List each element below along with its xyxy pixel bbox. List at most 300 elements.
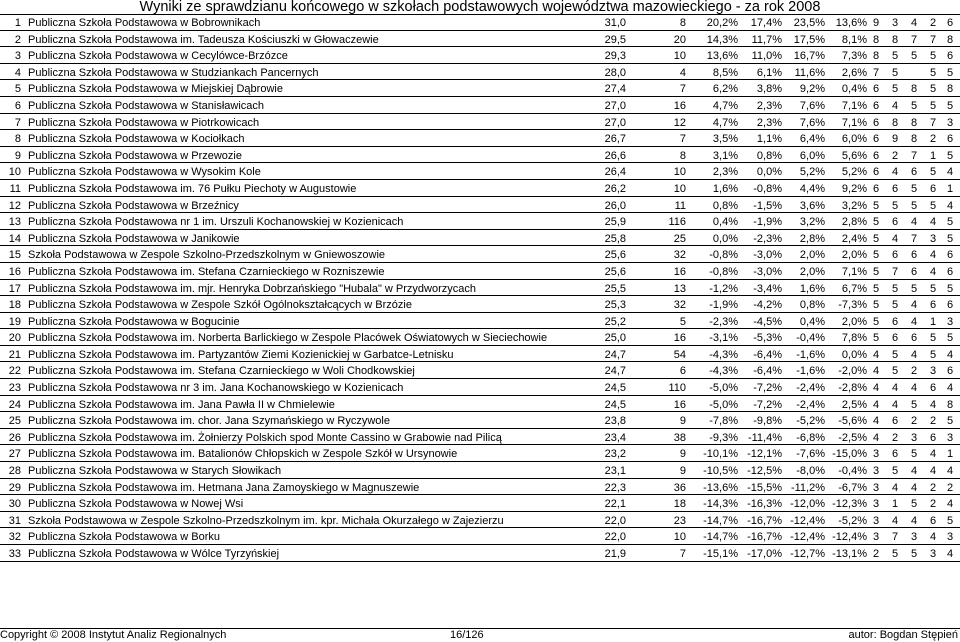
school-name: Szkoła Podstawowa w Zespole Szkolno-Przedszkolnym im. kpr. Michała Okurzałego w Zajezierzu bbox=[28, 514, 504, 527]
stanine-cell: 6 bbox=[891, 448, 899, 461]
percent-cell: -14,3% bbox=[703, 498, 738, 511]
stanine-cell: 3 bbox=[872, 465, 880, 478]
row-number: 22 bbox=[8, 365, 21, 378]
footer-copyright: Copyright © 2008 Instytut Analiz Regionalnych bbox=[0, 629, 227, 641]
school-name: Publiczna Szkoła Podstawowa w Starych Słowikach bbox=[28, 465, 282, 478]
table-row bbox=[0, 429, 960, 446]
percent-cell: 7,1% bbox=[841, 99, 867, 112]
stanine-cell: 4 bbox=[910, 465, 918, 478]
stanine-cell: 5 bbox=[946, 216, 954, 229]
stanine-cell: 6 bbox=[929, 514, 937, 527]
table-row bbox=[0, 197, 960, 214]
percent-cell: 11,0% bbox=[751, 50, 782, 63]
stanine-cell: 8 bbox=[872, 50, 880, 63]
school-name: Publiczna Szkoła Podstawowa im. Stefana Czarnieckiego w Rozniszewie bbox=[28, 265, 385, 278]
stanine-cell: 8 bbox=[891, 116, 899, 129]
score-cell: 25,9 bbox=[604, 216, 626, 229]
stanine-cell: 3 bbox=[872, 514, 880, 527]
percent-cell: 1,6% bbox=[712, 182, 738, 195]
percent-cell: -2,3% bbox=[753, 232, 782, 245]
stanine-cell: 5 bbox=[891, 465, 899, 478]
school-name: Publiczna Szkoła Podstawowa w Kociołkach bbox=[28, 133, 245, 146]
student-count-cell: 8 bbox=[679, 17, 686, 29]
stanine-cell: 5 bbox=[929, 332, 937, 345]
percent-cell: 6,0% bbox=[799, 149, 825, 162]
stanine-cell: 4 bbox=[946, 348, 954, 361]
row-number: 18 bbox=[8, 299, 21, 312]
percent-cell: -2,5% bbox=[838, 431, 867, 444]
school-name: Publiczna Szkoła Podstawowa im. Batalionów Chłopskich w Zespole Szkół w Ursynowie bbox=[28, 448, 458, 461]
percent-cell: -12,7% bbox=[790, 548, 825, 560]
percent-cell: -6,4% bbox=[753, 348, 782, 361]
table-row bbox=[0, 528, 960, 545]
percent-cell: -4,5% bbox=[753, 315, 782, 328]
percent-cell: 1,1% bbox=[756, 133, 782, 146]
percent-cell: 3,5% bbox=[712, 133, 738, 146]
percent-cell: -13,1% bbox=[832, 548, 867, 560]
row-number: 29 bbox=[8, 481, 21, 494]
percent-cell: 2,6% bbox=[841, 66, 867, 79]
stanine-cell: 3 bbox=[872, 498, 880, 511]
stanine-cell: 4 bbox=[891, 514, 899, 527]
percent-cell: -1,2% bbox=[709, 282, 738, 295]
score-cell: 26,7 bbox=[604, 133, 626, 146]
stanine-cell: 5 bbox=[872, 199, 880, 212]
percent-cell: 6,7% bbox=[841, 282, 867, 295]
table-row bbox=[0, 246, 960, 263]
percent-cell: -1,6% bbox=[796, 348, 825, 361]
stanine-cell: 5 bbox=[946, 149, 954, 162]
row-number: 2 bbox=[14, 33, 21, 46]
school-name: Publiczna Szkoła Podstawowa nr 1 im. Urszuli Kochanowskiej w Kozienicach bbox=[28, 216, 404, 229]
percent-cell: 5,6% bbox=[841, 149, 867, 162]
percent-cell: -4,2% bbox=[753, 299, 782, 312]
percent-cell: -2,4% bbox=[796, 398, 825, 411]
school-name: Publiczna Szkoła Podstawowa w Zespole Szkół Ogólnokształcących w Brzózie bbox=[28, 299, 412, 312]
percent-cell: 2,5% bbox=[841, 398, 867, 411]
stanine-cell: 4 bbox=[872, 398, 880, 411]
score-cell: 27,0 bbox=[604, 116, 626, 129]
student-count-cell: 116 bbox=[668, 216, 686, 229]
stanine-cell: 5 bbox=[872, 299, 880, 312]
school-name: Publiczna Szkoła Podstawowa w Brzeźnicy bbox=[28, 199, 239, 212]
percent-cell: 6,4% bbox=[799, 133, 825, 146]
stanine-cell: 3 bbox=[910, 431, 918, 444]
stanine-cell: 4 bbox=[872, 365, 880, 378]
stanine-cell: 2 bbox=[946, 481, 954, 494]
percent-cell: -7,2% bbox=[753, 382, 782, 395]
stanine-cell: 6 bbox=[891, 415, 899, 428]
stanine-cell: 5 bbox=[910, 182, 918, 195]
percent-cell: -1,6% bbox=[796, 365, 825, 378]
percent-cell: 3,8% bbox=[756, 83, 782, 96]
percent-cell: -3,0% bbox=[753, 249, 782, 262]
school-name: Publiczna Szkoła Podstawowa w Janikowie bbox=[28, 232, 240, 245]
percent-cell: -7,8% bbox=[709, 415, 738, 428]
percent-cell: 0,4% bbox=[799, 315, 825, 328]
percent-cell: -3,0% bbox=[753, 265, 782, 278]
stanine-cell: 8 bbox=[891, 33, 899, 46]
student-count-cell: 16 bbox=[673, 99, 686, 112]
percent-cell: 17,5% bbox=[793, 33, 825, 46]
stanine-cell: 5 bbox=[910, 50, 918, 63]
stanine-cell: 5 bbox=[910, 199, 918, 212]
score-cell: 27,0 bbox=[604, 99, 626, 112]
percent-cell: 7,3% bbox=[841, 50, 867, 63]
stanine-cell: 3 bbox=[946, 315, 954, 328]
percent-cell: 5,2% bbox=[799, 166, 825, 179]
percent-cell: 3,6% bbox=[799, 199, 825, 212]
percent-cell: -2,8% bbox=[838, 382, 867, 395]
stanine-cell: 3 bbox=[872, 481, 880, 494]
stanine-cell: 5 bbox=[946, 514, 954, 527]
stanine-cell: 4 bbox=[946, 548, 954, 560]
stanine-cell: 4 bbox=[910, 299, 918, 312]
stanine-cell: 2 bbox=[929, 415, 937, 428]
score-cell: 25,6 bbox=[604, 265, 626, 278]
percent-cell: -12,4% bbox=[790, 514, 825, 527]
stanine-cell: 6 bbox=[929, 299, 937, 312]
percent-cell: -6,7% bbox=[838, 481, 867, 494]
percent-cell: 0,8% bbox=[799, 299, 825, 312]
percent-cell: 16,7% bbox=[793, 50, 825, 63]
score-cell: 26,2 bbox=[604, 182, 626, 195]
school-name: Publiczna Szkoła Podstawowa w Nowej Wsi bbox=[28, 498, 244, 511]
school-name: Publiczna Szkoła Podstawowa w Wólce Tyrzyńskiej bbox=[28, 548, 280, 560]
student-count-cell: 16 bbox=[673, 398, 686, 411]
table-row bbox=[0, 329, 960, 346]
stanine-cell: 2 bbox=[891, 431, 899, 444]
student-count-cell: 23 bbox=[673, 514, 686, 527]
percent-cell: 17,4% bbox=[750, 17, 782, 29]
stanine-cell: 4 bbox=[946, 382, 954, 395]
stanine-cell: 6 bbox=[929, 182, 937, 195]
row-number: 31 bbox=[8, 514, 21, 527]
score-cell: 22,0 bbox=[604, 531, 626, 544]
table-row bbox=[0, 97, 960, 114]
stanine-cell: 6 bbox=[946, 299, 954, 312]
student-count-cell: 32 bbox=[673, 249, 686, 262]
percent-cell: -4,3% bbox=[709, 348, 738, 361]
stanine-cell: 4 bbox=[872, 348, 880, 361]
stanine-cell: 5 bbox=[910, 282, 918, 295]
table-row bbox=[0, 512, 960, 529]
stanine-cell: 6 bbox=[872, 99, 880, 112]
table-row bbox=[0, 445, 960, 462]
stanine-cell: 5 bbox=[946, 282, 954, 295]
school-name: Publiczna Szkoła Podstawowa w Cecylówce-Brzózce bbox=[28, 50, 288, 63]
percent-cell: -7,2% bbox=[753, 398, 782, 411]
score-cell: 23,8 bbox=[604, 415, 626, 428]
score-cell: 26,6 bbox=[604, 149, 626, 162]
stanine-cell: 7 bbox=[872, 66, 880, 79]
stanine-cell: 5 bbox=[891, 66, 899, 79]
student-count-cell: 12 bbox=[673, 116, 686, 129]
stanine-cell: 5 bbox=[929, 83, 937, 96]
percent-cell: -12,1% bbox=[747, 448, 782, 461]
stanine-cell: 3 bbox=[872, 531, 880, 544]
stanine-cell: 5 bbox=[910, 99, 918, 112]
stanine-cell: 6 bbox=[946, 249, 954, 262]
stanine-cell: 6 bbox=[891, 332, 899, 345]
stanine-cell: 5 bbox=[929, 50, 937, 63]
percent-cell: 9,2% bbox=[799, 83, 825, 96]
row-number: 30 bbox=[8, 498, 21, 511]
student-count-cell: 18 bbox=[673, 498, 686, 511]
stanine-cell: 8 bbox=[946, 33, 954, 46]
score-cell: 23,4 bbox=[604, 431, 626, 444]
stanine-cell: 9 bbox=[891, 133, 899, 146]
stanine-cell: 4 bbox=[910, 382, 918, 395]
score-cell: 25,2 bbox=[604, 315, 626, 328]
score-cell: 25,6 bbox=[604, 249, 626, 262]
stanine-cell: 2 bbox=[872, 548, 880, 560]
stanine-cell: 2 bbox=[891, 149, 899, 162]
row-number: 9 bbox=[14, 149, 21, 162]
school-name: Publiczna Szkoła Podstawowa im. Jana Pawła II w Chmielewie bbox=[28, 398, 335, 411]
table-row bbox=[0, 263, 960, 280]
percent-cell: -8,0% bbox=[796, 465, 825, 478]
percent-cell: -13,6% bbox=[703, 481, 738, 494]
row-number: 1 bbox=[14, 17, 21, 29]
table-row bbox=[0, 280, 960, 297]
stanine-cell: 4 bbox=[929, 465, 937, 478]
school-name: Publiczna Szkoła Podstawowa w Wysokim Kole bbox=[28, 166, 261, 179]
stanine-cell: 5 bbox=[891, 50, 899, 63]
school-name: Publiczna Szkoła Podstawowa w Przewozie bbox=[28, 149, 242, 162]
percent-cell: -16,7% bbox=[747, 531, 782, 544]
stanine-cell: 6 bbox=[910, 166, 918, 179]
school-name: Szkoła Podstawowa w Zespole Szkolno-Przedszkolnym w Gniewoszowie bbox=[28, 249, 386, 262]
stanine-cell: 4 bbox=[929, 531, 937, 544]
stanine-cell: 5 bbox=[872, 216, 880, 229]
student-count-cell: 7 bbox=[679, 83, 686, 96]
stanine-cell: 4 bbox=[891, 166, 899, 179]
stanine-cell: 5 bbox=[929, 348, 937, 361]
student-count-cell: 16 bbox=[673, 265, 686, 278]
stanine-cell: 5 bbox=[946, 66, 954, 79]
stanine-cell: 5 bbox=[929, 166, 937, 179]
row-number: 15 bbox=[8, 249, 21, 262]
school-name: Publiczna Szkoła Podstawowa im. mjr. Henryka Dobrzańskiego "Hubala" w Przydworzycach bbox=[28, 282, 476, 295]
school-name: Publiczna Szkoła Podstawowa im. Partyzantów Ziemi Kozienickiej w Garbatce-Letnisku bbox=[28, 348, 454, 361]
row-number: 33 bbox=[8, 548, 21, 560]
score-cell: 22,0 bbox=[604, 514, 626, 527]
score-cell: 23,1 bbox=[604, 465, 626, 478]
stanine-cell: 7 bbox=[910, 33, 918, 46]
stanine-cell: 5 bbox=[872, 249, 880, 262]
percent-cell: 7,6% bbox=[799, 116, 825, 129]
stanine-cell: 8 bbox=[910, 83, 918, 96]
percent-cell: -1,9% bbox=[753, 216, 782, 229]
stanine-cell: 7 bbox=[929, 116, 937, 129]
stanine-cell: 6 bbox=[910, 249, 918, 262]
school-name: Publiczna Szkoła Podstawowa w Stanisławicach bbox=[28, 99, 265, 112]
student-count-cell: 7 bbox=[679, 133, 686, 146]
student-count-cell: 13 bbox=[673, 282, 686, 295]
percent-cell: 20,2% bbox=[706, 17, 738, 29]
stanine-cell: 5 bbox=[872, 282, 880, 295]
row-number: 19 bbox=[8, 315, 21, 328]
stanine-cell: 4 bbox=[910, 17, 918, 29]
percent-cell: 7,1% bbox=[841, 265, 867, 278]
stanine-cell: 4 bbox=[929, 448, 937, 461]
student-count-cell: 6 bbox=[679, 365, 686, 378]
stanine-cell: 4 bbox=[910, 315, 918, 328]
score-cell: 26,4 bbox=[604, 166, 626, 179]
score-cell: 31,0 bbox=[604, 17, 626, 29]
footer-page-number: 16/126 bbox=[450, 629, 484, 641]
score-cell: 22,3 bbox=[604, 481, 626, 494]
table-row bbox=[0, 80, 960, 97]
row-number: 21 bbox=[8, 348, 21, 361]
percent-cell: 13,6% bbox=[706, 50, 738, 63]
stanine-cell: 4 bbox=[891, 382, 899, 395]
score-cell: 22,1 bbox=[604, 498, 626, 511]
stanine-cell: 4 bbox=[872, 382, 880, 395]
stanine-cell: 5 bbox=[872, 332, 880, 345]
percent-cell: -4,3% bbox=[709, 365, 738, 378]
stanine-cell: 4 bbox=[946, 199, 954, 212]
stanine-cell: 1 bbox=[946, 448, 954, 461]
percent-cell: -1,5% bbox=[753, 199, 782, 212]
stanine-cell: 4 bbox=[946, 465, 954, 478]
stanine-cell: 6 bbox=[891, 216, 899, 229]
stanine-cell: 4 bbox=[891, 99, 899, 112]
stanine-cell: 7 bbox=[910, 149, 918, 162]
score-cell: 24,7 bbox=[604, 348, 626, 361]
percent-cell: -0,8% bbox=[709, 265, 738, 278]
percent-cell: -14,7% bbox=[703, 531, 738, 544]
percent-cell: -5,2% bbox=[796, 415, 825, 428]
score-cell: 23,2 bbox=[604, 448, 626, 461]
stanine-cell: 7 bbox=[891, 265, 899, 278]
stanine-cell: 4 bbox=[910, 514, 918, 527]
percent-cell: -12,0% bbox=[790, 498, 825, 511]
percent-cell: -0,4% bbox=[796, 332, 825, 345]
row-number: 16 bbox=[8, 265, 21, 278]
row-number: 8 bbox=[14, 133, 21, 146]
table-row bbox=[0, 495, 960, 512]
score-cell: 28,0 bbox=[604, 66, 626, 79]
student-count-cell: 8 bbox=[679, 149, 686, 162]
percent-cell: -5,6% bbox=[838, 415, 867, 428]
percent-cell: 7,8% bbox=[841, 332, 867, 345]
percent-cell: 2,3% bbox=[756, 99, 782, 112]
table-row bbox=[0, 296, 960, 313]
score-cell: 25,0 bbox=[604, 332, 626, 345]
stanine-cell: 3 bbox=[891, 17, 899, 29]
school-name: Publiczna Szkoła Podstawowa w Studziankach Pancernych bbox=[28, 66, 319, 79]
percent-cell: 4,7% bbox=[712, 99, 738, 112]
percent-cell: 4,7% bbox=[712, 116, 738, 129]
percent-cell: 0,8% bbox=[756, 149, 782, 162]
row-number: 12 bbox=[8, 199, 21, 212]
stanine-cell: 1 bbox=[946, 182, 954, 195]
percent-cell: 2,3% bbox=[712, 166, 738, 179]
stanine-cell: 6 bbox=[872, 149, 880, 162]
student-count-cell: 9 bbox=[679, 465, 686, 478]
percent-cell: 0,0% bbox=[841, 348, 867, 361]
percent-cell: 13,6% bbox=[835, 17, 867, 29]
percent-cell: -16,3% bbox=[747, 498, 782, 511]
percent-cell: 2,0% bbox=[799, 249, 825, 262]
row-number: 23 bbox=[8, 382, 21, 395]
stanine-cell: 6 bbox=[929, 382, 937, 395]
student-count-cell: 7 bbox=[679, 548, 686, 560]
percent-cell: 2,8% bbox=[841, 216, 867, 229]
stanine-cell: 2 bbox=[929, 133, 937, 146]
table-row bbox=[0, 14, 960, 31]
percent-cell: 8,5% bbox=[712, 66, 738, 79]
score-cell: 25,3 bbox=[604, 299, 626, 312]
stanine-cell: 2 bbox=[929, 481, 937, 494]
stanine-cell: 4 bbox=[929, 216, 937, 229]
percent-cell: 5,2% bbox=[841, 166, 867, 179]
table-row bbox=[0, 362, 960, 379]
percent-cell: -15,1% bbox=[703, 548, 738, 560]
row-number: 17 bbox=[8, 282, 21, 295]
percent-cell: 14,3% bbox=[706, 33, 738, 46]
stanine-cell: 6 bbox=[946, 50, 954, 63]
stanine-cell: 1 bbox=[929, 149, 937, 162]
stanine-cell: 2 bbox=[910, 415, 918, 428]
stanine-cell: 3 bbox=[929, 232, 937, 245]
percent-cell: -12,3% bbox=[832, 498, 867, 511]
percent-cell: 0,0% bbox=[712, 232, 738, 245]
stanine-cell: 8 bbox=[946, 83, 954, 96]
stanine-cell: 5 bbox=[891, 365, 899, 378]
percent-cell: 3,2% bbox=[799, 216, 825, 229]
percent-cell: -3,4% bbox=[753, 282, 782, 295]
percent-cell: 11,7% bbox=[751, 33, 782, 46]
percent-cell: 6,2% bbox=[712, 83, 738, 96]
percent-cell: -6,8% bbox=[796, 431, 825, 444]
stanine-cell: 7 bbox=[929, 33, 937, 46]
stanine-cell: 6 bbox=[929, 431, 937, 444]
stanine-cell: 6 bbox=[946, 133, 954, 146]
stanine-cell: 6 bbox=[946, 17, 954, 29]
row-number: 4 bbox=[14, 66, 21, 79]
school-name: Publiczna Szkoła Podstawowa im. Norberta Barlickiego w Zespole Placówek Oświatowych w Sieciechowie bbox=[28, 332, 548, 345]
percent-cell: 2,3% bbox=[756, 116, 782, 129]
row-number: 13 bbox=[8, 216, 21, 229]
stanine-cell: 6 bbox=[891, 249, 899, 262]
stanine-cell: 4 bbox=[910, 348, 918, 361]
stanine-cell: 5 bbox=[929, 199, 937, 212]
school-name: Publiczna Szkoła Podstawowa w Bogucinie bbox=[28, 315, 240, 328]
table-row bbox=[0, 396, 960, 413]
stanine-cell: 5 bbox=[946, 415, 954, 428]
stanine-cell: 5 bbox=[872, 315, 880, 328]
document-title: Wyniki ze sprawdzianu końcowego w szkołach podstawowych województwa mazowieckiego - za rok 2008 bbox=[139, 0, 821, 15]
stanine-cell: 5 bbox=[872, 265, 880, 278]
stanine-cell: 3 bbox=[929, 365, 937, 378]
student-count-cell: 38 bbox=[673, 431, 686, 444]
student-count-cell: 54 bbox=[673, 348, 686, 361]
student-count-cell: 25 bbox=[673, 232, 686, 245]
percent-cell: 7,1% bbox=[841, 116, 867, 129]
percent-cell: -17,0% bbox=[747, 548, 782, 560]
stanine-cell: 5 bbox=[910, 548, 918, 560]
stanine-cell: 3 bbox=[946, 116, 954, 129]
school-name: Publiczna Szkoła Podstawowa w Piotrkowicach bbox=[28, 116, 260, 129]
stanine-cell: 6 bbox=[872, 133, 880, 146]
percent-cell: -1,9% bbox=[709, 299, 738, 312]
score-cell: 24,5 bbox=[604, 382, 626, 395]
table-row bbox=[0, 313, 960, 330]
table-row bbox=[0, 47, 960, 64]
